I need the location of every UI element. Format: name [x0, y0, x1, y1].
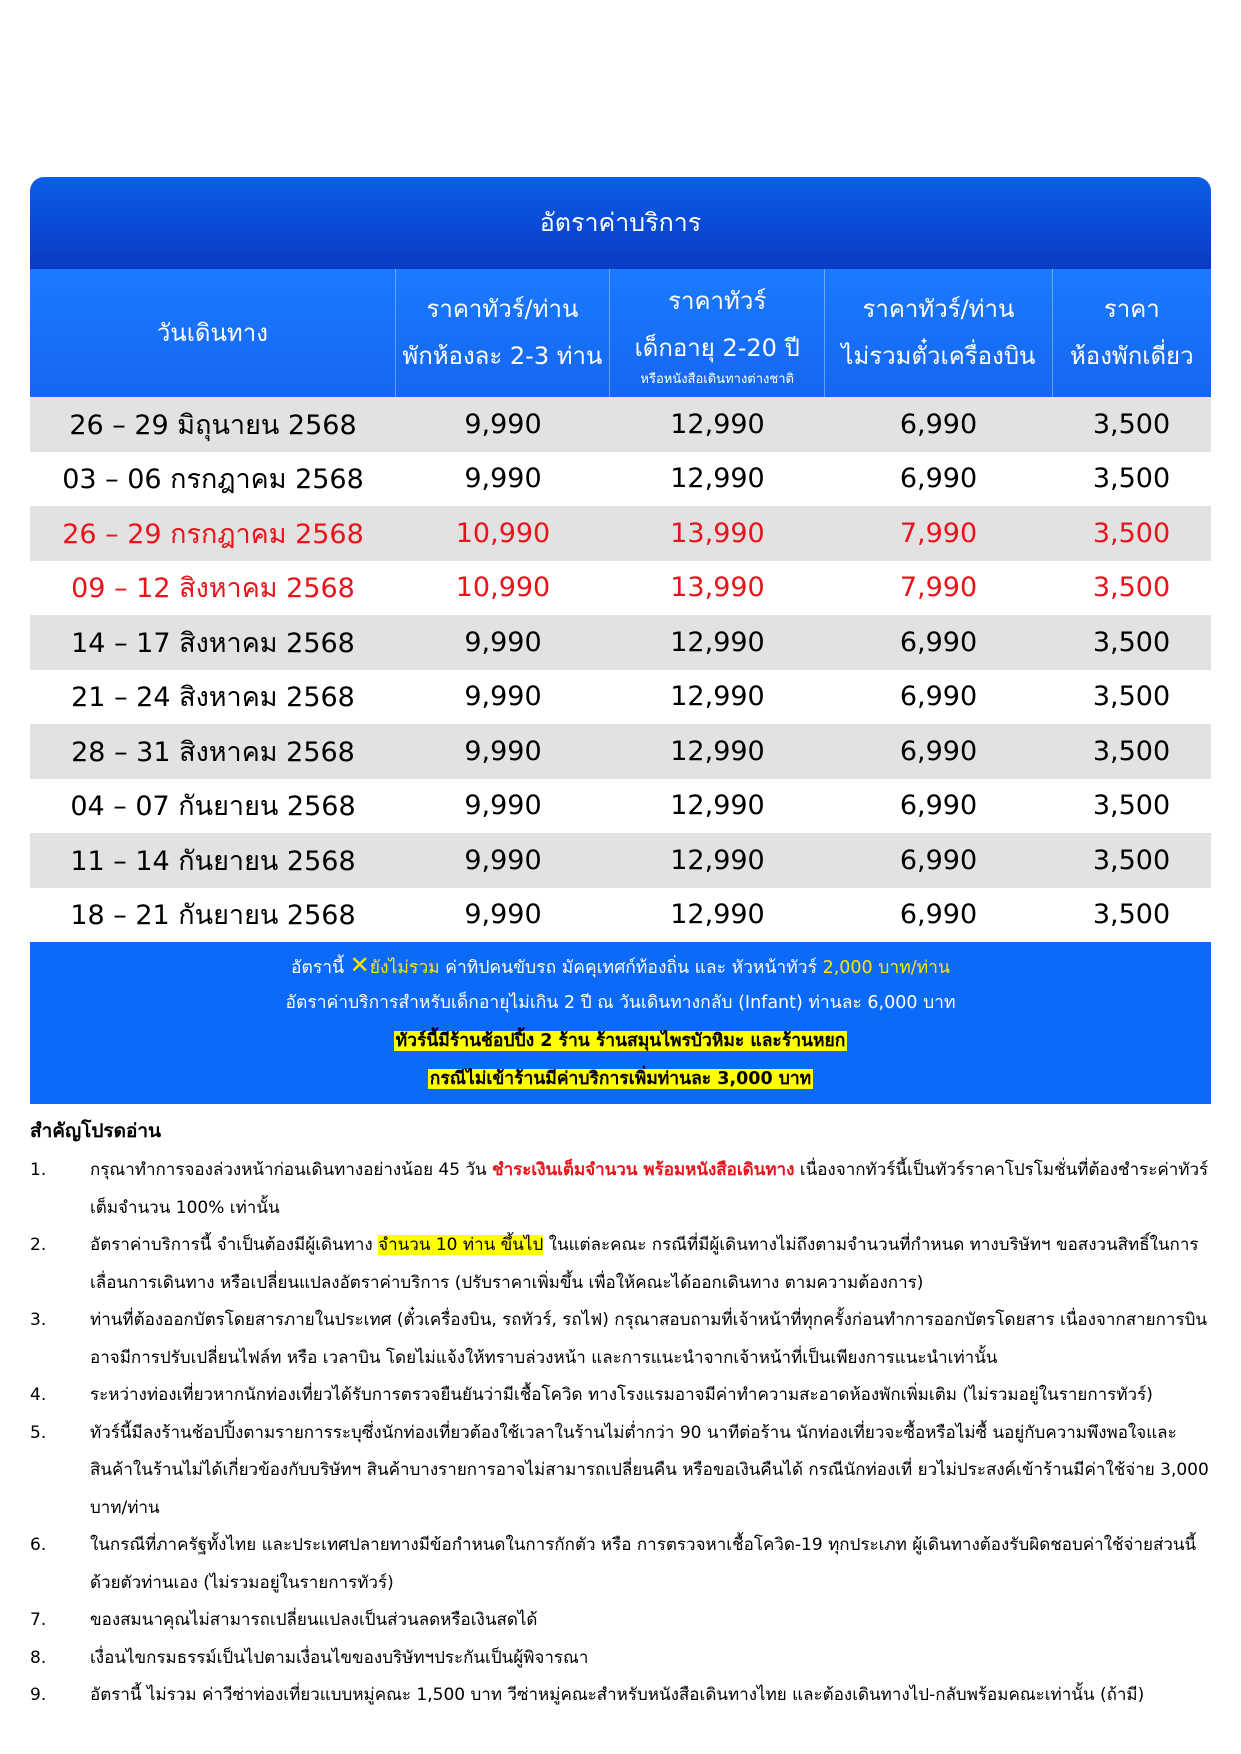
- important-item: [30, 1602, 1211, 1640]
- date-cell: 03 – 06 กรกฎาคม 2568: [62, 464, 364, 496]
- single-room-cell: 3,500: [1092, 735, 1171, 767]
- item-number: 9.: [30, 1685, 47, 1705]
- child-price-cell: 12,990: [670, 626, 765, 658]
- date-cell: 26 – 29 มิถุนายน 2568: [69, 409, 357, 441]
- child-price-cell: 12,990: [670, 681, 765, 713]
- single-room-cell: 3,500: [1092, 572, 1171, 604]
- single-room-cell: 3,500: [1092, 408, 1171, 440]
- note-line-shop-fee: กรณีไม่เข้าร้านมีค่าบริการเพิ่มท่านละ 3,000 บาท: [429, 1069, 812, 1089]
- date-cell: 09 – 12 สิงหาคม 2568: [71, 573, 355, 605]
- adult-price-cell: 9,990: [464, 681, 542, 713]
- no-flight-price-cell: 7,990: [899, 517, 978, 549]
- table-title: อัตราค่าบริการ: [30, 177, 1211, 269]
- note-line-shopping: ทัวร์นี้มีร้านช้อปปิ้ง 2 ร้าน ร้านสมุนไพรบัวหิมะ และร้านหยก: [395, 1031, 846, 1051]
- price-row: [30, 615, 1211, 670]
- item-number: 8.: [30, 1647, 47, 1668]
- item-text: ทัวร์นี้มีลงร้านช้อปปิ้งตามรายการระบุซึ่งนักท่องเที่ยวต้องใช้เวลาในร้านไม่ต่ำกว่า 90 นาทีต่อร้าน นักท่องเที่ยวจะซื้อหรือไม่ซื้ นอยู่กับความพึงพอใจและสินค้าในร้านไม่ได้เกี่ยวข้องกับบริษัทฯ สินค้าบางรายการอาจไม่สามารถเปลี่ยนคืน หรือขอเงินคืนได้ กรณีนักท่องเที่ ยวไม่ประสงค์เข้าร้านมีค่าใช้จ่าย 3,000 บาท/ท่าน: [90, 1422, 1209, 1518]
- important-list: [30, 1152, 1211, 1715]
- important-item: [30, 1415, 1211, 1528]
- important-item: [30, 1677, 1211, 1715]
- price-row: [30, 561, 1211, 616]
- price-rows: [30, 397, 1211, 942]
- item-number: 6.: [30, 1535, 47, 1555]
- notes-box: [30, 942, 1211, 1104]
- price-row: [30, 506, 1211, 561]
- item-text: ในกรณีที่ภาครัฐทั้งไทย และประเทศปลายทางมีข้อกำหนดในการกักตัว หรือ การตรวจหาเชื้อโควิด-19 ทุกประเภท ผู้เดินทางต้องรับผิดชอบค่าใช้จ่ายส่วนนี้ด้วยตัวท่านเอง (ไม่รวมอยู่ในรายการทัวร์): [90, 1535, 1197, 1593]
- price-row: [30, 833, 1211, 888]
- price-row: [30, 397, 1211, 452]
- item-text: ระหว่างท่องเที่ยวหากนักท่องเที่ยวได้รับการตรวจยืนยันว่ามีเชื้อโควิด ทางโรงแรมอาจมีค่าทำความสะอาดห้องพักเพิ่มเติม (ไม่รวมอยู่ในรายการทัวร์): [90, 1385, 1153, 1405]
- adult-price-cell: 9,990: [464, 790, 542, 822]
- important-item: [30, 1227, 1211, 1302]
- child-price-cell: 13,990: [670, 572, 765, 604]
- important-item: [30, 1302, 1211, 1377]
- single-room-cell: 3,500: [1092, 790, 1171, 822]
- item-text: อัตรานี้ ไม่รวม ค่าวีซ่าท่องเที่ยวแบบหมู่คณะ 1,500 บาท วีซ่าหมู่คณะสำหรับหนังสือเดินทางไทย และต้องเดินทางไป-กลับพร้อมคณะเท่านั้น (ถ้ามี): [90, 1685, 1145, 1705]
- table-header: [30, 269, 1211, 397]
- header-single-room: ราคา ห้องพักเดี่ยว: [1069, 295, 1194, 370]
- important-title: สำคัญโปรดอ่าน: [30, 1120, 162, 1142]
- adult-price-cell: 10,990: [455, 572, 551, 604]
- no-flight-price-cell: 6,990: [899, 735, 978, 767]
- price-row: [30, 888, 1211, 943]
- price-row: [30, 779, 1211, 834]
- child-price-cell: 12,990: [670, 735, 765, 767]
- important-item: [30, 1152, 1211, 1227]
- child-price-cell: 13,990: [670, 517, 765, 549]
- price-row: [30, 670, 1211, 725]
- item-text: ท่านที่ต้องออกบัตรโดยสารภายในประเทศ (ตั๋วเครื่องบิน, รถทัวร์, รถไฟ) กรุณาสอบถามที่เจ้าหน้าที่ทุกครั้งก่อนทำการออกบัตรโดยสาร เนื่องจากสายการบินอาจมีการปรับเปลี่ยนไฟล์ท หรือ เวลาบิน โดยไม่แจ้งให้ทราบล่วงหน้า และการแนะนำจากเจ้าหน้าที่เป็นเพียงการแนะนำเท่านั้น: [90, 1310, 1207, 1368]
- adult-price-cell: 9,990: [464, 899, 542, 931]
- adult-price-cell: 9,990: [464, 408, 542, 440]
- adult-price-cell: 9,990: [464, 626, 542, 658]
- item-text: ของสมนาคุณไม่สามารถเปลี่ยนแปลงเป็นส่วนลดหรือเงินสดได้: [90, 1610, 538, 1630]
- single-room-cell: 3,500: [1092, 463, 1171, 495]
- x-mark-icon: ✕: [349, 951, 370, 979]
- header-no-flight-price: ราคาทัวร์/ท่าน ไม่รวมตั๋วเครื่องบิน: [825, 269, 1052, 397]
- date-cell: 21 – 24 สิงหาคม 2568: [71, 682, 355, 714]
- adult-price-cell: 9,990: [464, 844, 542, 876]
- no-flight-price-cell: 7,990: [899, 572, 978, 604]
- important-item: [30, 1377, 1211, 1415]
- date-cell: 28 – 31 สิงหาคม 2568: [71, 736, 355, 768]
- no-flight-price-cell: 6,990: [899, 681, 978, 713]
- child-price-cell: 12,990: [670, 463, 765, 495]
- no-flight-price-cell: 6,990: [899, 899, 978, 931]
- header-adult-price: ราคาทัวร์/ท่าน พักห้องละ 2-3 ท่าน: [396, 269, 610, 397]
- item-number: 4.: [30, 1385, 47, 1405]
- price-row: [30, 452, 1211, 507]
- single-room-cell: 3,500: [1092, 626, 1171, 658]
- date-cell: 04 – 07 กันยายน 2568: [70, 791, 356, 823]
- price-sheet: [30, 177, 1211, 1715]
- item-number: 7.: [30, 1610, 47, 1630]
- item-number: 5.: [30, 1422, 47, 1443]
- item-text: กรุณาทำการจองล่วงหน้าก่อนเดินทางอย่างน้อย 45 วัน ชำระเงินเต็มจำนวน พร้อมหนังสือเดินทาง เนื่องจากทัวร์นี้เป็นทัวร์ราคาโปรโมชั่นที่ต้องชำระค่าทัวร์เต็มจำนวน 100% เท่านั้น: [90, 1160, 1209, 1218]
- item-text: เงื่อนไขกรมธรรม์เป็นไปตามเงื่อนไขของบริษัทฯประกันเป็นผู้พิจารณา: [90, 1647, 589, 1668]
- date-cell: 18 – 21 กันยายน 2568: [70, 900, 356, 932]
- item-number: 3.: [30, 1310, 47, 1330]
- item-text: อัตราค่าบริการนี้ จำเป็นต้องมีผู้เดินทาง จำนวน 10 ท่าน ขึ้นไป ในแต่ละคณะ กรณีที่มีผู้เดินทางไม่ถึงตามจำนวนที่กำหนด ทางบริษัทฯ ขอสงวนสิทธิ์ในการเลื่อนการเดินทาง หรือเปลี่ยนแปลงอัตราค่าบริการ (ปรับราคาเพิ่มขึ้น เพื่อให้คณะได้ออกเดินทาง ตามความต้องการ): [90, 1235, 1199, 1293]
- child-price-cell: 12,990: [670, 844, 765, 876]
- item-number: 1.: [30, 1160, 47, 1180]
- no-flight-price-cell: 6,990: [899, 626, 978, 658]
- header-travel-date: วันเดินทาง: [30, 269, 396, 397]
- child-price-cell: 12,990: [670, 408, 765, 440]
- header-child-note: หรือหนังสือเดินทางต่างชาติ: [640, 372, 794, 387]
- no-flight-price-cell: 6,990: [899, 463, 978, 495]
- date-cell: 11 – 14 กันยายน 2568: [70, 845, 356, 877]
- adult-price-cell: 10,990: [455, 517, 551, 549]
- child-price-cell: 12,990: [670, 790, 765, 822]
- important-item: [30, 1527, 1211, 1602]
- child-price-cell: 12,990: [670, 899, 765, 931]
- adult-price-cell: 9,990: [464, 735, 542, 767]
- adult-price-cell: 9,990: [464, 463, 542, 495]
- item-number: 2.: [30, 1235, 47, 1255]
- no-flight-price-cell: 6,990: [899, 408, 978, 440]
- single-room-cell: 3,500: [1092, 517, 1171, 549]
- important-item: [30, 1640, 1211, 1678]
- note-line-infant: อัตราค่าบริการสำหรับเด็กอายุไม่เกิน 2 ปี ณ วันเดินทางกลับ (Infant) ท่านละ 6,000 บาท: [285, 993, 956, 1013]
- note-line-tips: อัตรานี้ ✕ยังไม่รวม ค่าทิปคนขับรถ มัคคุเทศก์ท้องถิ่น และ หัวหน้าทัวร์ 2,000 บาท/ท่าน: [291, 951, 950, 979]
- single-room-cell: 3,500: [1092, 844, 1171, 876]
- date-cell: 26 – 29 กรกฎาคม 2568: [62, 518, 364, 550]
- no-flight-price-cell: 6,990: [899, 844, 978, 876]
- date-cell: 14 – 17 สิงหาคม 2568: [71, 627, 355, 659]
- header-child-price: ราคาทัวร์ เด็กอายุ 2-20 ปี หรือหนังสือเดินทางต่างชาติ: [610, 269, 825, 397]
- no-flight-price-cell: 6,990: [899, 790, 978, 822]
- price-row: [30, 724, 1211, 779]
- single-room-cell: 3,500: [1092, 899, 1171, 931]
- single-room-cell: 3,500: [1092, 681, 1171, 713]
